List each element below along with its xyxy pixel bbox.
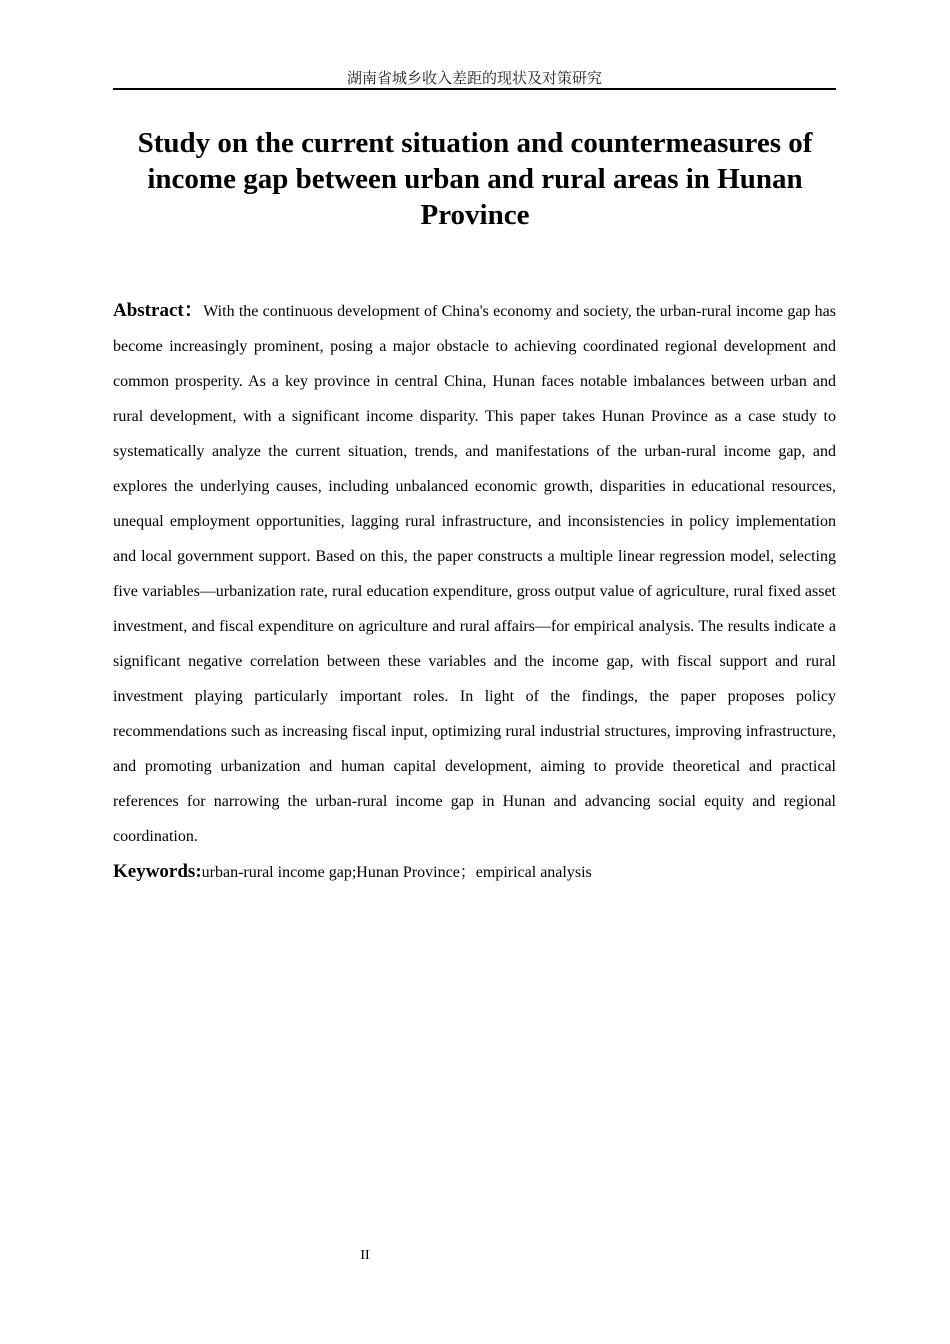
keywords-line (113, 856, 836, 889)
abstract-paragraph (113, 293, 836, 854)
running-header: 湖南省城乡收入差距的现状及对策研究 (346, 69, 602, 87)
abstract-text: With the continuous development of China's economy and society, the urban-rural income gap has become increasingly prominent, posing a major obstacle to achieving coordinated regional development and common prosperity. As a key province in central China, Hunan faces notable imbalances between urban and rural development, with a significant income disparity. This paper takes Hunan Province as a case study to systematically analyze the current situation, trends, and manifestations of the urban-rural income gap, and explores the underlying causes, including unbalanced economic growth, disparities in educational resources, unequal employment opportunities, lagging rural infrastructure, and inconsistencies in policy implementation and local government support. Based on this, the paper constructs a multiple linear regression model, selecting five variables—urbanization rate, rural education expenditure, gross output value of agriculture, rural fixed asset investment, and fiscal expenditure on agriculture and rural affairs—for empirical analysis. The results indicate a significant negative correlation between these variables and the income gap, with fiscal support and rural investment playing particularly important roles. In light of the findings, the paper proposes policy recommendations such as increasing fiscal input, optimizing rural industrial structures, improving infrastructure, and promoting urbanization and human capital development, aiming to provide theoretical and practical references for narrowing the urban-rural income gap in Hunan and advancing social equity and regional coordination. (113, 303, 836, 845)
header-rule (113, 88, 836, 90)
paper-title: Study on the current situation and countermeasures of income gap between urban and rural areas in Hunan Province (137, 127, 813, 231)
keywords-label: Keywords: (113, 861, 202, 882)
keywords-text: urban-rural income gap;Hunan Province；empirical analysis (201, 864, 592, 881)
abstract-label: Abstract： (113, 300, 204, 321)
page-number: II (360, 1248, 370, 1263)
